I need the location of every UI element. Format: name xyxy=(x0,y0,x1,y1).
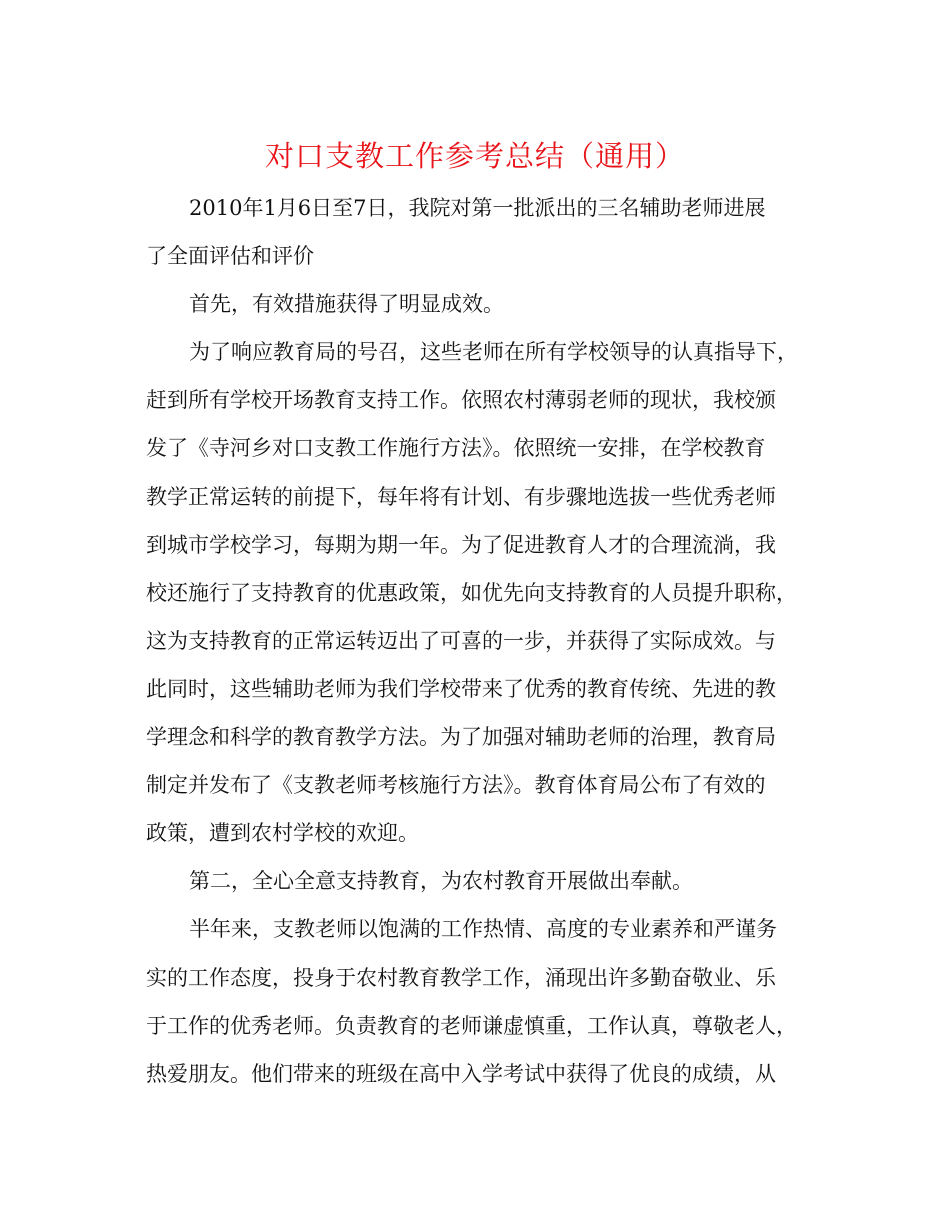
paragraph-line: 了全面评估和评价 xyxy=(146,244,314,269)
paragraph-line: 这为支持教育的正常运转迈出了可喜的一步，并获得了实际成效。与 xyxy=(146,628,776,653)
paragraph-line: 于工作的优秀老师。负责教育的老师谦虚慎重，工作认真，尊敬老人， xyxy=(146,1013,797,1038)
document-title: 对口支教工作参考总结（通用） xyxy=(264,139,685,173)
paragraph-line: 2010年1月6日至7日，我院对第一批派出的三名辅助老师进展 xyxy=(189,196,766,220)
paragraph-line: 到城市学校学习，每期为期一年。为了促进教育人才的合理流淌，我 xyxy=(146,532,776,557)
paragraph-line: 政策，遭到农村学校的欢迎。 xyxy=(146,821,419,846)
paragraph-line: 校还施行了支持教育的优惠政策，如优先向支持教育的人员提升职称， xyxy=(146,580,797,605)
paragraph-line: 此同时，这些辅助老师为我们学校带来了优秀的教育传统、先进的教 xyxy=(146,676,776,701)
paragraph-line: 学理念和科学的教育教学方法。为了加强对辅助老师的治理，教育局 xyxy=(146,725,776,750)
paragraph-line: 为了响应教育局的号召，这些老师在所有学校领导的认真指导下， xyxy=(189,340,798,365)
paragraph-line: 第二，全心全意支持教育，为农村教育开展做出奉献。 xyxy=(189,869,693,894)
document-body xyxy=(146,184,806,1098)
paragraph-line: 教学正常运转的前提下，每年将有计划、有步骤地选拔一些优秀老师 xyxy=(146,484,776,509)
paragraph-line: 制定并发布了《支教老师考核施行方法》。教育体育局公布了有效的 xyxy=(146,773,766,798)
paragraph-line: 发了《寺河乡对口支教工作施行方法》。依照统一安排，在学校教育 xyxy=(146,436,766,461)
paragraph-line: 赶到所有学校开场教育支持工作。依照农村薄弱老师的现状，我校颁 xyxy=(146,388,776,413)
paragraph-line: 实的工作态度，投身于农村教育教学工作，涌现出许多勤奋敬业、乐 xyxy=(146,965,776,990)
paragraph-line: 半年来，支教老师以饱满的工作热情、高度的专业素养和严谨务 xyxy=(189,917,777,942)
paragraph-line: 首先，有效措施获得了明显成效。 xyxy=(189,292,504,317)
paragraph-line: 热爱朋友。他们带来的班级在高中入学考试中获得了优良的成绩，从 xyxy=(146,1061,776,1086)
